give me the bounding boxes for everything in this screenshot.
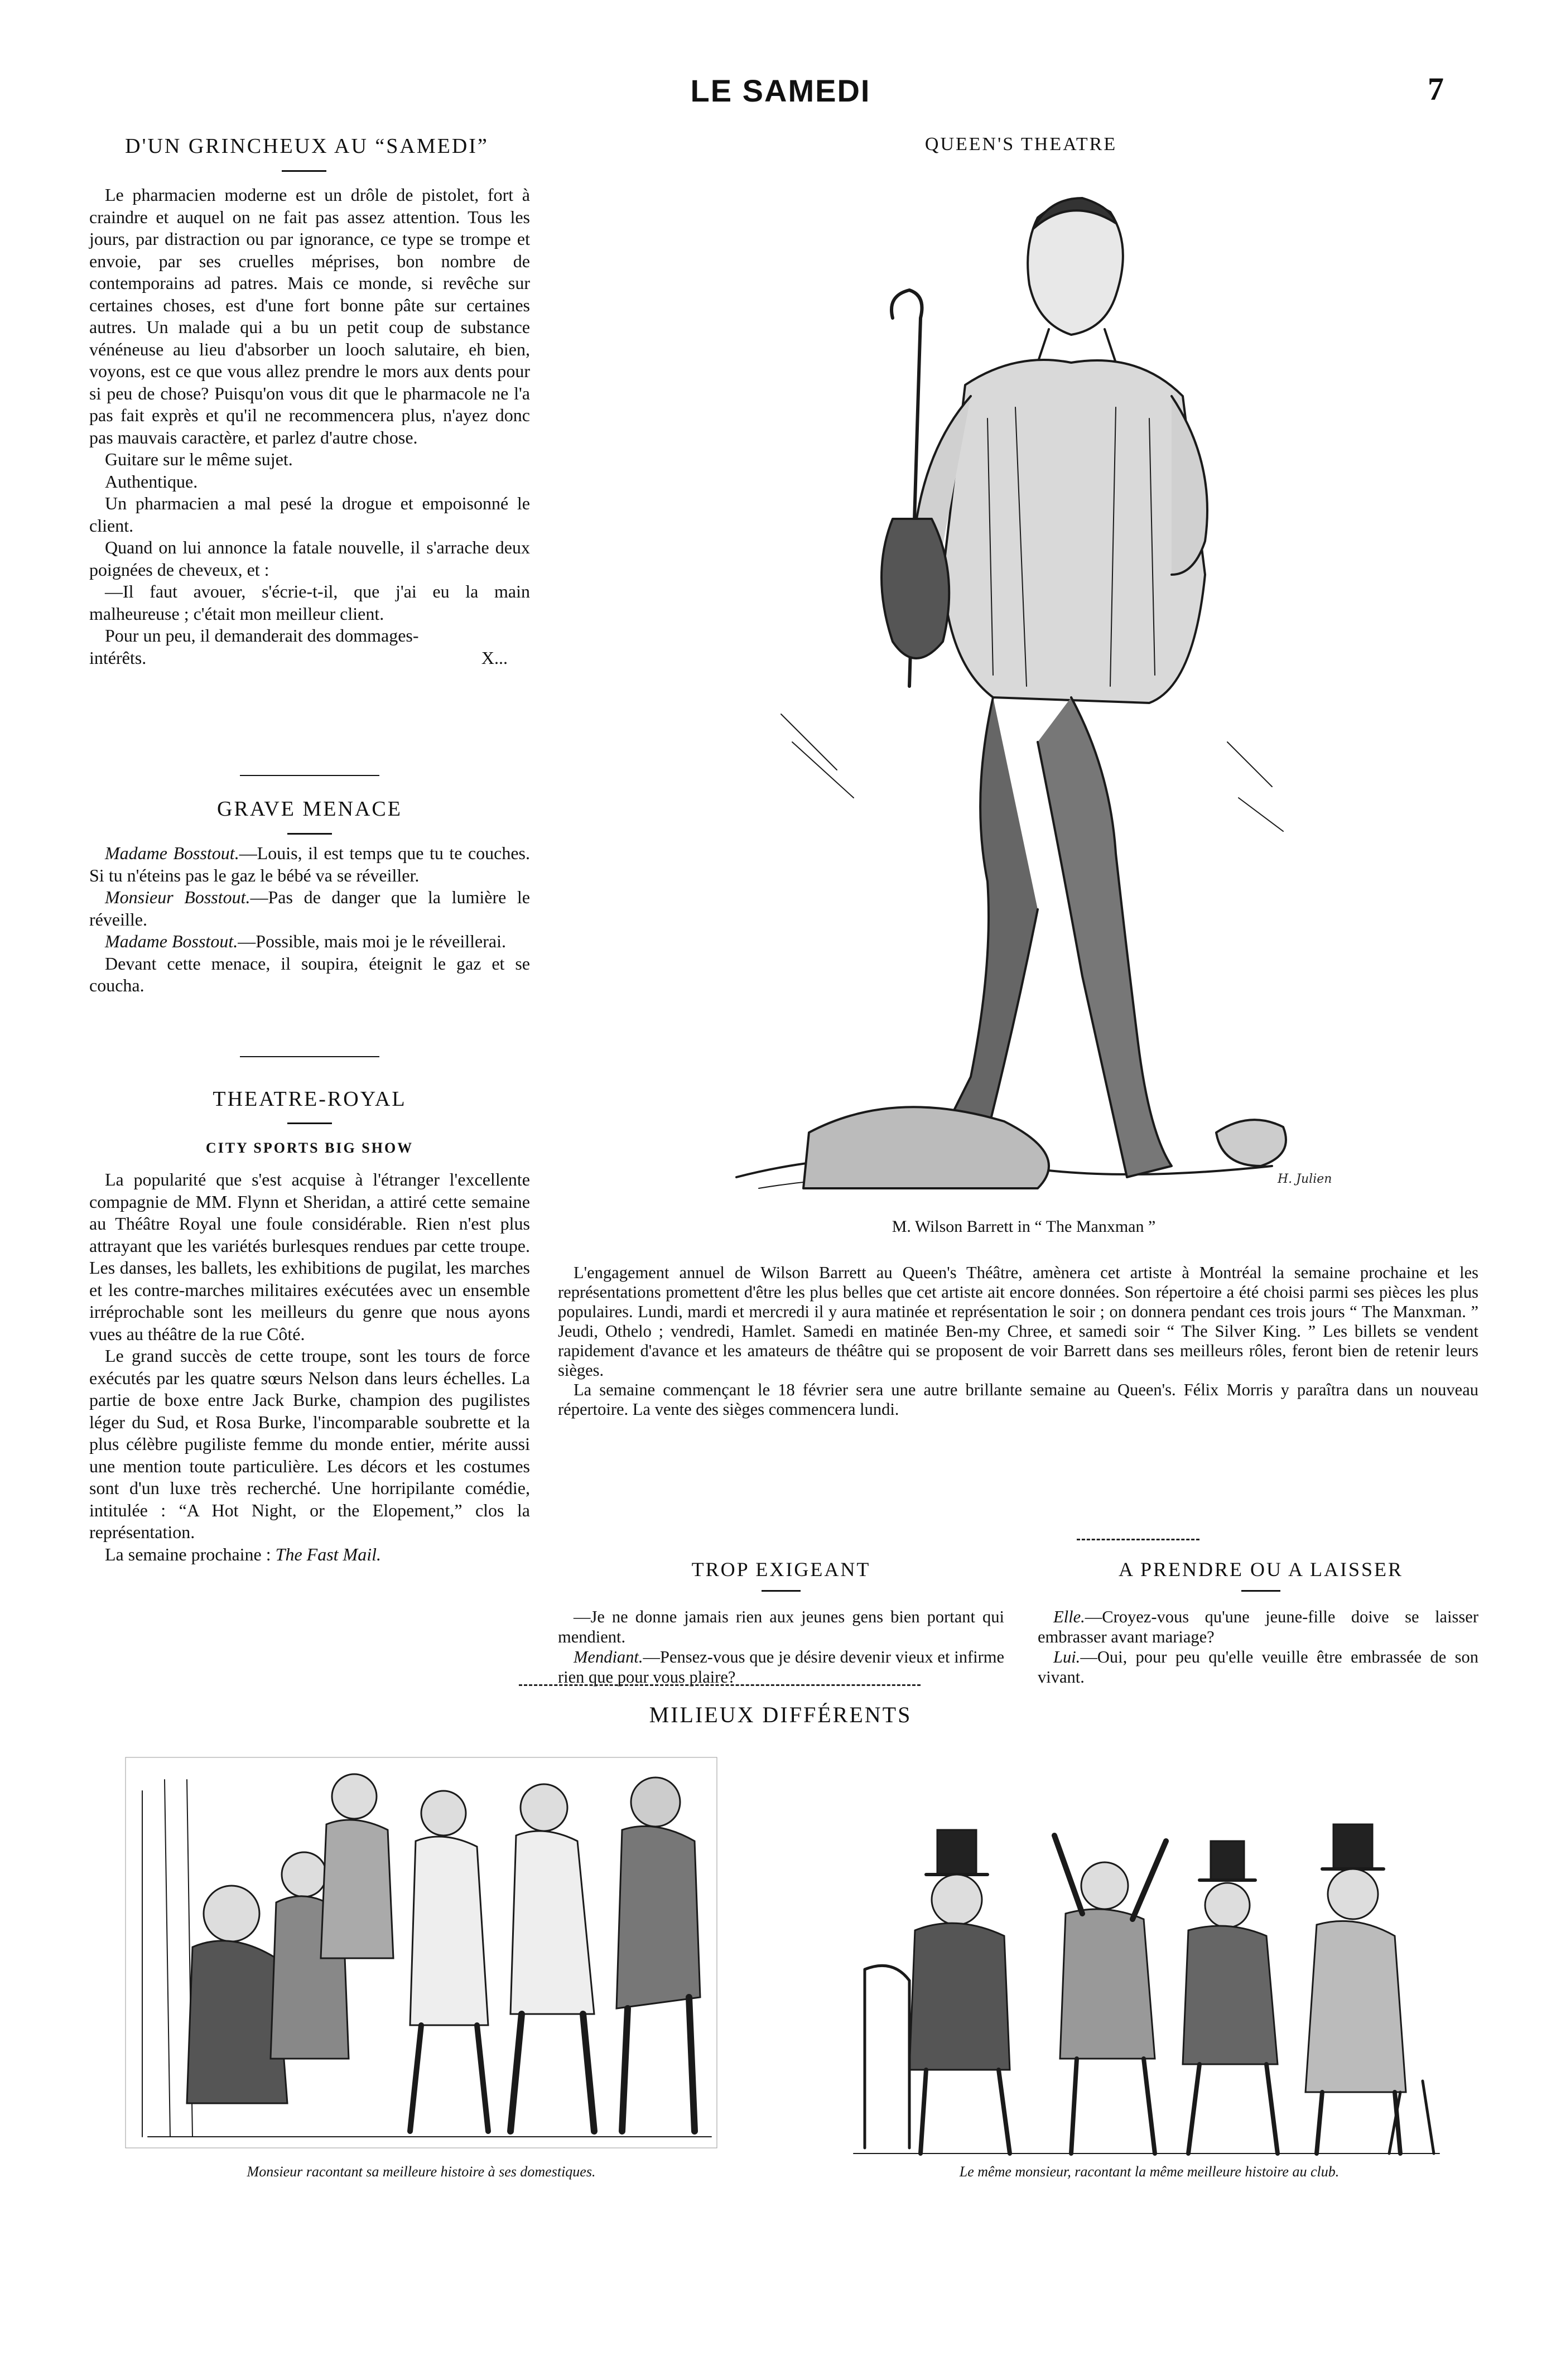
trop-exigeant-title: TROP EXIGEANT [691, 1558, 871, 1581]
servants-cartoon [120, 1746, 722, 2153]
grincheux-title: D'UN GRINCHEUX AU “SAMEDI” [125, 134, 489, 158]
grave-menace-closing: Devant cette menace, il soupira, éteignit le gaz et se coucha. [89, 953, 530, 995]
section-divider [240, 1056, 379, 1057]
dialogue-text: —Je ne donne jamais rien aux jeunes gens bien portant qui mendient. [558, 1607, 1004, 1646]
theatre-royal-paragraph: Le grand succès de cette troupe, sont les tours de force exécutés par les quatre sœurs Nelson dans leurs échelles. La partie de boxe entre Jack Burke, champion des pugilistes léger du Sud, et Rosa Burke, l'incomparable soubrette et la plus célèbre pugiliste femme du monde entier, mérite aussi une mention toute particulière. Les décors et les costumes sont d'un luxe très recherché. Une horripilante comédie, intitulée : “A Hot Night, or the Elopement,” clos la représentation. [89, 1346, 530, 1542]
milieux-title: MILIEUX DIFFÉRENTS [649, 1702, 912, 1727]
club-cartoon [842, 1802, 1445, 2159]
grincheux-paragraph: Un pharmacien a mal pesé la drogue et empoisonné le client. [89, 493, 530, 536]
grincheux-last-line: intérêts. [89, 647, 147, 668]
section-divider [240, 775, 379, 776]
wilson-barrett-illustration [725, 184, 1339, 1211]
dialogue-text: —Possible, mais moi je le réveillerai. [238, 931, 506, 951]
grincheux-paragraph: —Il faut avouer, s'écrie-t-il, que j'ai eu la main malheureuse ; c'était mon meilleur client. [89, 581, 530, 624]
dialogue-text: —Oui, pour peu qu'elle veuille être embrassée de son vivant. [1038, 1647, 1478, 1687]
grave-menace-article [89, 842, 530, 997]
queens-theatre-title: QUEEN'S THEATRE [924, 134, 1117, 155]
title-rule [287, 833, 332, 835]
speaker-name: Elle. [1053, 1607, 1085, 1626]
title-rule [287, 1122, 332, 1124]
dialogue-text: —Croyez-vous qu'une jeune-fille doive se laisser embrasser avant mariage? [1038, 1607, 1478, 1646]
page-number: 7 [1428, 71, 1444, 107]
dialogue-text: —Pensez-vous que je désire devenir vieux et infirme rien que pour vous plaire? [558, 1647, 1004, 1687]
author-signature: X... [481, 647, 508, 668]
right-cartoon-caption: Le même monsieur, racontant la même meilleure histoire au club. [959, 2164, 1340, 2180]
title-rule [762, 1590, 801, 1592]
trop-exigeant-article [558, 1607, 1004, 1687]
grincheux-paragraph: Le pharmacien moderne est un drôle de pistolet, fort à craindre et auquel on ne fait pas assez attention. Tous les jours, par distraction ou par ignorance, ce type se trompe et envoie, par ses cruelles méprises, bon nombre de contemporains ad patres. Mais ce monde, si revêche sur certaines choses, est d'une fort bonne pâte sur certaines autres. Un malade qui a bu un petit coup de substance vénéneuse au lieu d'absorber un looch salutaire, eh bien, voyons, est ce que vous allez prendre le mors aux dents pour si peu de chose? Puisqu'on vous dit que le pharmacole ne l'a pas fait exprès et qu'il ne recommencera plus, n'ayez donc pas mauvais caractère, et parlez d'autre chose. [89, 185, 530, 447]
newspaper-title: LE SAMEDI [690, 73, 871, 108]
speaker-name: Monsieur Bosstout. [105, 887, 250, 907]
title-rule [282, 170, 326, 172]
next-week-label: La semaine prochaine : [105, 1544, 271, 1564]
queens-paragraph: L'engagement annuel de Wilson Barrett au Queen's Théâtre, amènera cet artiste à Montréal la semaine prochaine et les représentations promettent d'être les plus belles que cet artiste ait encore données. Son répertoire a été choisi parmi ses pièces les plus populaires. Lundi, mardi et mercredi il y aura matinée et représentation le soir ; on donnera pendant ces trois jours “ The Manxman. ” Jeudi, Othelo ; vendredi, Hamlet. Samedi en matinée Ben-my Chree, et samedi soir “ The Silver King. ” Les billets se vendent rapidement d'avance et les amateurs de théâtre qui se proposent de voir Barrett dans ses meilleurs rôles, feront bien de retenir leurs sièges. [558, 1263, 1478, 1380]
speaker-name: Madame Bosstout. [105, 843, 239, 863]
grincheux-signature-line [89, 647, 530, 669]
grincheux-article [89, 184, 530, 669]
left-cartoon-caption: Monsieur racontant sa meilleure histoire à ses domestiques. [247, 2164, 596, 2180]
section-divider [1077, 1539, 1199, 1540]
a-prendre-title: A PRENDRE OU A LAISSER [1118, 1558, 1404, 1581]
queens-theatre-article [558, 1263, 1478, 1419]
speaker-name: Mendiant. [574, 1647, 643, 1666]
theatre-royal-title: THEATRE-ROYAL [213, 1087, 407, 1111]
queens-paragraph: La semaine commençant le 18 février sera une autre brillante semaine au Queen's. Félix Morris y paraîtra dans un nouveau répertoire. La vente des sièges commencera lundi. [558, 1380, 1478, 1419]
artist-signature: H. Julien [1278, 1172, 1332, 1186]
theatre-royal-paragraph: La popularité que s'est acquise à l'étranger l'excellente compagnie de MM. Flynn et Sheridan, a attiré cette semaine au Théâtre Royal une foule considérable. Rien n'est plus attrayant que les variétés burlesques rendues par cette troupe. Les danses, les ballets, les exhibitions de pugilat, les marches et les contre-marches militaires exécutées avec un ensemble irréprochable sont les meilleurs du genre que nous ayons vues au théâtre de la rue Côté. [89, 1169, 530, 1344]
next-week-title: The Fast Mail. [275, 1544, 381, 1564]
a-prendre-article [1038, 1607, 1478, 1687]
title-rule [1241, 1590, 1280, 1592]
dialogue-text: —Louis, il est temps que tu te couches. Si tu n'éteins pas le gaz le bébé va se réveiller. [89, 843, 531, 885]
theatre-royal-article [89, 1169, 530, 1565]
theatre-royal-subtitle: CITY SPORTS BIG SHOW [205, 1140, 414, 1156]
grincheux-paragraph: Authentique. [105, 471, 198, 492]
grincheux-paragraph: Pour un peu, il demanderait des dommages- [105, 625, 419, 645]
speaker-name: Madame Bosstout. [105, 931, 238, 951]
grincheux-paragraph: Quand on lui annonce la fatale nouvelle, il s'arrache deux poignées de cheveux, et : [89, 537, 530, 580]
grave-menace-title: GRAVE MENACE [217, 797, 402, 821]
speaker-name: Lui. [1053, 1647, 1081, 1666]
portrait-caption: M. Wilson Barrett in “ The Manxman ” [892, 1217, 1156, 1236]
dialogue-text: —Pas de danger que la lumière le réveille. [89, 887, 530, 929]
grincheux-paragraph: Guitare sur le même sujet. [105, 449, 293, 469]
section-divider [519, 1684, 921, 1686]
